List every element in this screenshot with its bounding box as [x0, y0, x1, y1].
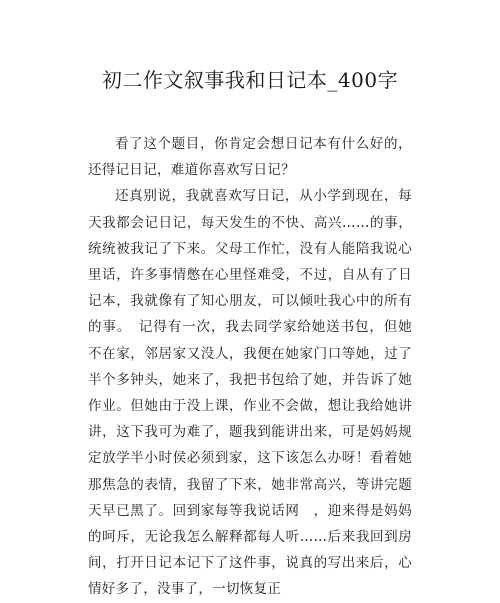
document-title: 初二作文叙事我和日记本_400字	[101, 68, 399, 92]
paragraph-main: 还真别说，我就喜欢写日记，从小学到现在，每天我都会记日记，每天发生的不快、高兴……的事，统统被我记了下来。父母工作忙，没有人能陪我说心里话，许多事情憋在心里怪难受，不过，自从有了日记本，我就像有了知心朋友，可以倾吐我心中的所有的事。 记得有一次，我去同学家给她送书包，但她不在家，邻居家又没人，我便在她家门口等她，过了半个多钟头，她来了，我把书包给了她，并告诉了她作业。但她由于没上课，作业不会做，想让我给她讲讲，这下我可为难了，题我到能讲出来，可是妈妈规定放学半小时侯必须到家，这下该怎么办呀！看着她那焦急的表情，我留了下来，她非常高兴，等讲完题天早已黑了。回到家每等我说话网 ，迎来得是妈妈的呵斥，无论我怎么解释都每人听……后来我回到房间，打开日记本记下了这件事，说真的写出来后，心情好多了，没事了，一切恢复正	[88, 188, 412, 598]
document-body	[88, 131, 412, 603]
paragraph-intro: 看了这个题目，你肯定会想日记本有什么好的，还得记日记，难道你喜欢写日记？	[88, 136, 412, 179]
